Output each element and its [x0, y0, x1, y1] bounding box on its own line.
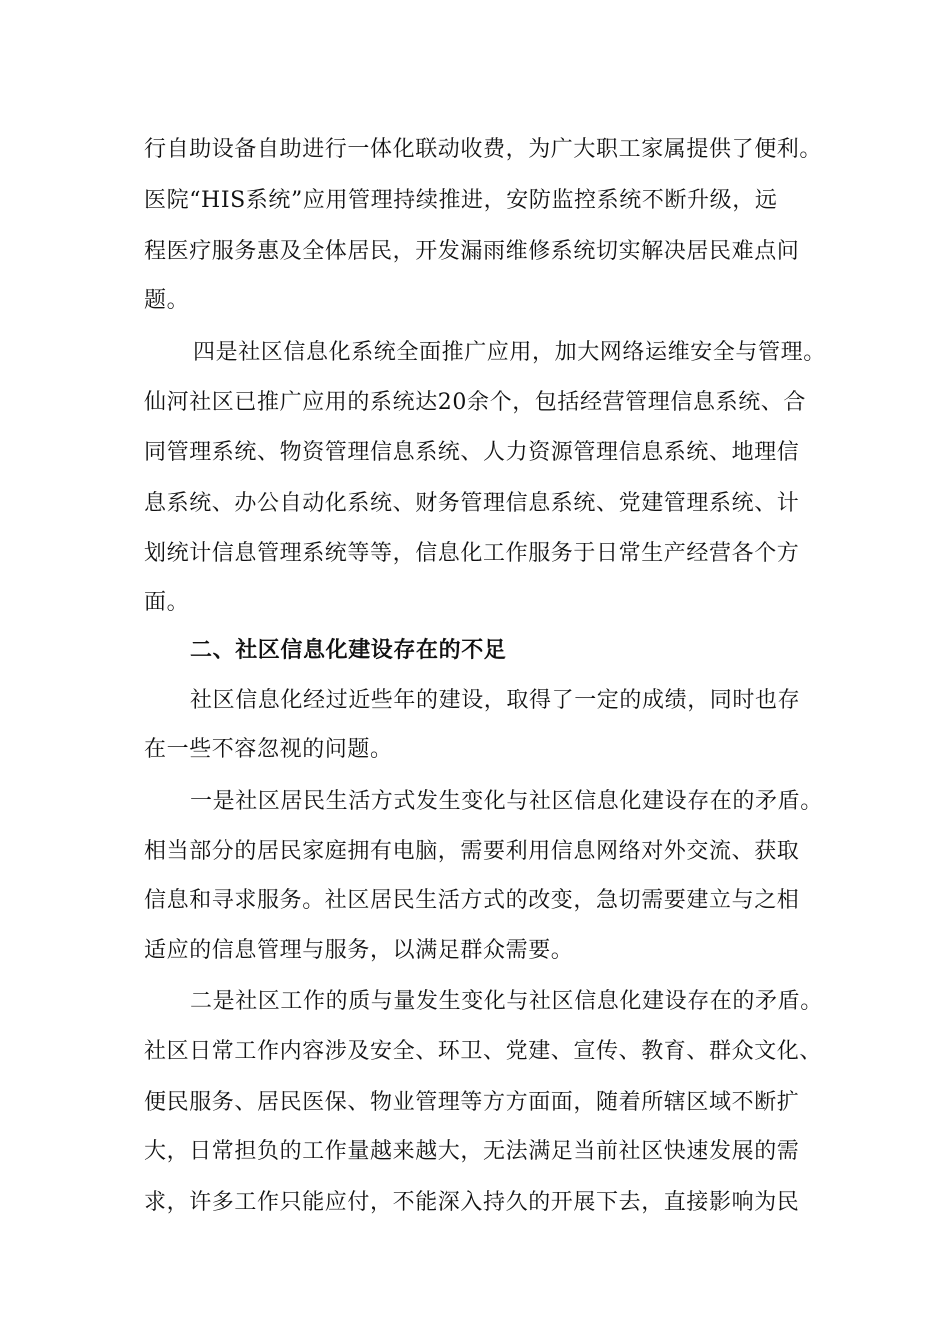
text-line: 在一些不容忽视的问题。 [144, 737, 393, 762]
text-line: 医院“HIS系统”应用管理持续推进，安防监控系统不断升级，远 [144, 188, 778, 213]
paragraph-start-line: 一是社区居民生活方式发生变化与社区信息化建设存在的矛盾。 [190, 789, 823, 814]
paragraph-start-line: 社区信息化经过近些年的建设，取得了一定的成绩，同时也存 [190, 688, 801, 713]
text-line: 仙河社区已推广应用的系统达20余个，包括经营管理信息系统、合 [144, 390, 806, 415]
text-line: 同管理系统、物资管理信息系统、人力资源管理信息系统、地理信 [144, 440, 800, 465]
text-line: 行自助设备自助进行一体化联动收费，为广大职工家属提供了便利。 [144, 137, 823, 162]
text-line: 信息和寻求服务。社区居民生活方式的改变，急切需要建立与之相 [144, 888, 800, 913]
text-line: 题。 [144, 288, 190, 313]
text-line: 程医疗服务惠及全体居民，开发漏雨维修系统切实解决居民难点问 [144, 239, 800, 264]
section-heading: 二、社区信息化建设存在的不足 [190, 638, 507, 663]
text-line: 适应的信息管理与服务，以满足群众需要。 [144, 938, 574, 963]
text-line: 息系统、办公自动化系统、财务管理信息系统、党建管理系统、计 [144, 491, 800, 516]
text-line: 相当部分的居民家庭拥有电脑，需要利用信息网络对外交流、获取 [144, 839, 800, 864]
text-line: 求，许多工作只能应付，不能深入持久的开展下去，直接影响为民 [144, 1190, 800, 1215]
paragraph-start-line: 四是社区信息化系统全面推广应用，加大网络运维安全与管理。 [193, 340, 826, 365]
paragraph-start-line: 二是社区工作的质与量发生变化与社区信息化建设存在的矛盾。 [190, 989, 823, 1014]
text-line: 大，日常担负的工作量越来越大，无法满足当前社区快速发展的需 [144, 1139, 800, 1164]
text-line: 社区日常工作内容涉及安全、环卫、党建、宣传、教育、群众文化、 [144, 1039, 823, 1064]
text-line: 面。 [144, 590, 190, 615]
text-line: 划统计信息管理系统等等，信息化工作服务于日常生产经营各个方 [144, 541, 800, 566]
text-line: 便民服务、居民医保、物业管理等方方面面，随着所辖区域不断扩 [144, 1090, 800, 1115]
